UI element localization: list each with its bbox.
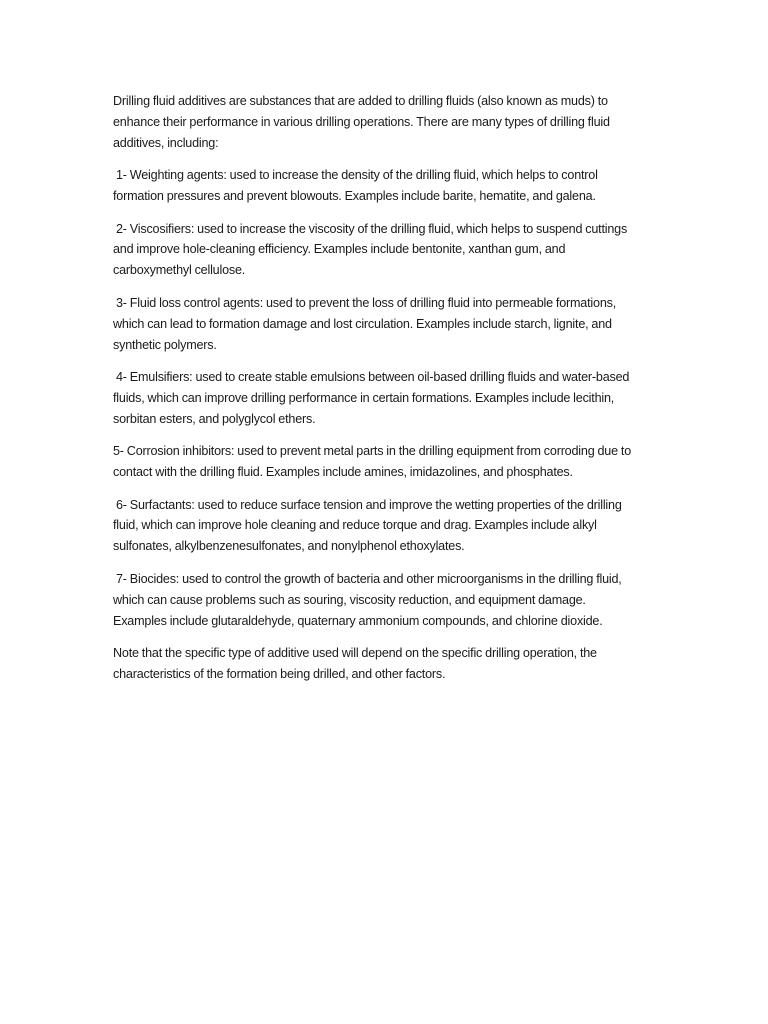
list-item-viscosifiers: 2- Viscosifiers: used to increase the viscosity of the drilling fluid, which helps to suspend cuttings and improve hole-cleaning efficiency. Examples include bentonite, xanthan gum, and carboxymethyl cellulose. bbox=[113, 221, 628, 278]
document-body bbox=[113, 91, 633, 696]
list-item-biocides: 7- Biocides: used to control the growth of bacteria and other microorganisms in the drilling fluid, which can cause problems such as souring, viscosity reduction, and equipment damage. Examples include glutaraldehyde, quaternary ammonium compounds, and chlorine dioxide. bbox=[113, 571, 622, 628]
list-item-corrosion-inhibitors: 5- Corrosion inhibitors: used to prevent metal parts in the drilling equipment from corroding due to contact with the drilling fluid. Examples include amines, imidazolines, and phosphates. bbox=[113, 444, 632, 480]
list-item-weighting-agents: 1- Weighting agents: used to increase the density of the drilling fluid, which helps to control formation pressures and prevent blowouts. Examples include barite, hematite, and galena. bbox=[113, 168, 598, 204]
note-paragraph: Note that the specific type of additive used will depend on the specific drilling operation, the characteristics of the formation being drilled, and other factors. bbox=[113, 645, 597, 681]
list-item-emulsifiers: 4- Emulsifiers: used to create stable emulsions between oil-based drilling fluids and water-based fluids, which can improve drilling performance in certain formations. Examples include lecithin, sorbitan esters, and polyglycol ethers. bbox=[113, 369, 630, 426]
intro-paragraph: Drilling fluid additives are substances that are added to drilling fluids (also known as muds) to enhance their performance in various drilling operations. There are many types of drilling fluid additives, including: bbox=[113, 94, 610, 150]
list-item-surfactants: 6- Surfactants: used to reduce surface tension and improve the wetting properties of the drilling fluid, which can improve hole cleaning and reduce torque and drag. Examples include alkyl sulfonates, alkylbenzenesulfonates, and nonylphenol ethoxylates. bbox=[113, 497, 622, 554]
list-item-fluid-loss-control-agents: 3- Fluid loss control agents: used to prevent the loss of drilling fluid into permeable formations, which can lead to formation damage and lost circulation. Examples include starch, lignite, and synthetic polymers. bbox=[113, 295, 617, 352]
